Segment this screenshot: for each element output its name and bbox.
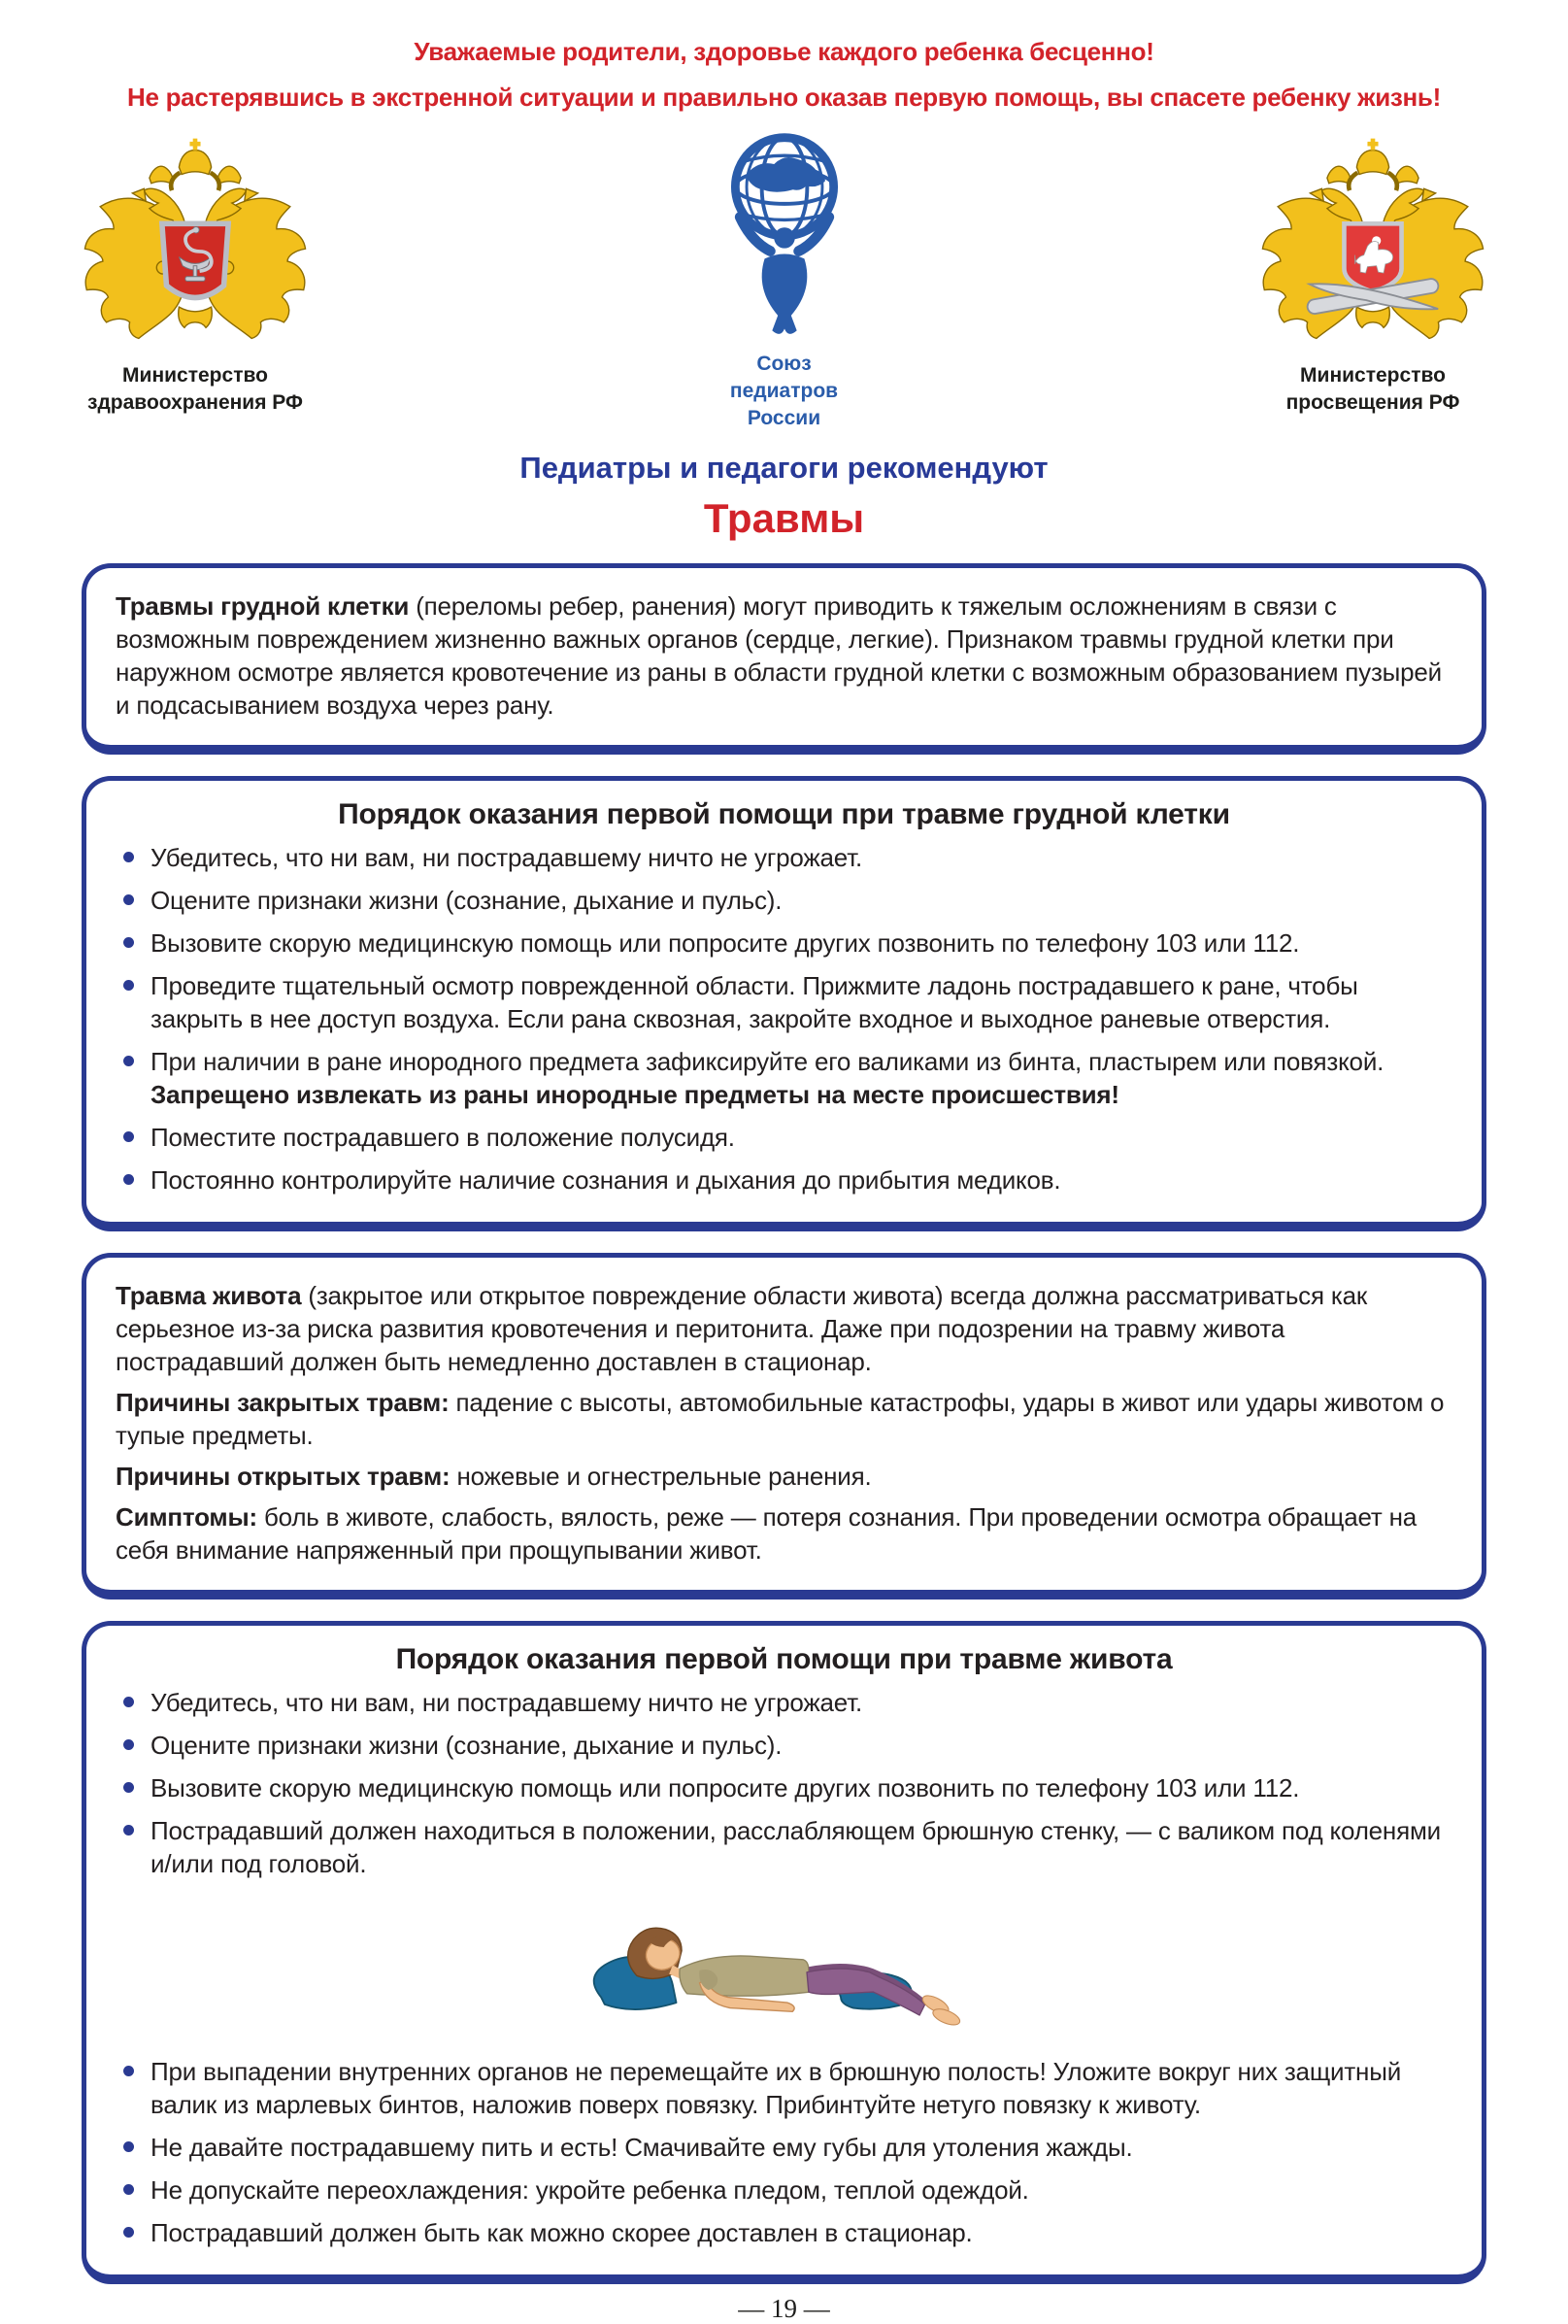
child-lying-position-illustration-icon	[571, 1890, 998, 2038]
logo-education-label-line1: Министерство	[1300, 364, 1446, 387]
logo-pediatric-label-line2: педиатров	[729, 380, 839, 402]
list-item: Вызовите скорую медицинскую помощь или попросите других позвонить по телефону 103 или 112.	[116, 926, 1452, 960]
list-item: Проведите тщательный осмотр поврежденной области. Прижмите ладонь пострадавшего к ране, чтобы закрыть в нее доступ воздуха. Если рана сквозная, закройте входное и выходное раневые отверстия.	[116, 969, 1452, 1035]
logo-pediatric-label	[673, 351, 896, 432]
list-item: Не допускайте переохлаждения: укройте ребенка пледом, теплой одеждой.	[116, 2173, 1452, 2206]
pediatric-union-emblem-icon	[704, 126, 865, 346]
logo-health-ministry	[44, 126, 347, 417]
logo-health-label-line2: здравоохранения РФ	[87, 391, 303, 414]
logo-pediatric-label-line1: Союз	[756, 353, 812, 375]
list-item: Пострадавший должен находиться в положении, расслабляющем брюшную стенку, — с валиком под коленями и/или под головой.	[116, 1814, 1452, 1880]
logo-education-label	[1221, 362, 1524, 417]
list-item: Не давайте пострадавшему пить и есть! Смачивайте ему губы для утоления жажды.	[116, 2131, 1452, 2164]
list-item: Постоянно контролируйте наличие сознания и дыхания до прибытия медиков.	[116, 1163, 1452, 1196]
chest-first-aid-title: Порядок оказания первой помощи при травме грудной клетки	[338, 798, 1230, 830]
logo-education-ministry	[1221, 126, 1524, 417]
list-item: Убедитесь, что ни вам, ни пострадавшему ничто не угрожает.	[116, 1686, 1452, 1719]
logo-health-label-line1: Министерство	[122, 364, 268, 387]
list-item: Вызовите скорую медицинскую помощь или попросите других позвонить по телефону 103 или 112.	[116, 1771, 1452, 1804]
chest-injury-text: (переломы ребер, ранения) могут приводить к тяжелым осложнениям в связи с возможным повреждением жизненно важных органов (сердце, легкие). Признаком травмы грудной клетки при наружном осмотре является кровотечение из раны в области грудной клетки с возможным образованием пузырей и подсасыванием воздуха через рану.	[116, 591, 1442, 720]
chest-injury-paragraph	[116, 589, 1452, 722]
page-number: — 19 —	[738, 2294, 830, 2323]
logo-health-label	[44, 362, 347, 417]
lying-position-illustration	[116, 1890, 1452, 2045]
chest-injury-lead: Травмы грудной клетки	[116, 591, 410, 621]
header-line-2: Не растерявшись в экстренной ситуации и правильно оказав первую помощь, вы спасете ребенку жизнь!	[127, 83, 1441, 112]
education-ministry-emblem-icon	[1256, 126, 1489, 352]
health-ministry-emblem-icon	[79, 126, 312, 352]
abdomen-paragraph: Симптомы: боль в животе, слабость, вялость, реже — потеря сознания. При проведении осмотра обращает на себя внимание напряженный при прощупывании живот.	[116, 1502, 1418, 1565]
page-title: Травмы	[703, 495, 865, 541]
header-line-1: Уважаемые родители, здоровье каждого ребенка бесценно!	[414, 37, 1154, 66]
info-box-chest-injury	[82, 563, 1486, 755]
chest-first-aid-list	[116, 841, 1452, 1196]
first-aid-box-chest	[82, 776, 1486, 1231]
list-item: Поместите пострадавшего в положение полусидя.	[116, 1121, 1452, 1154]
logo-education-label-line2: просвещения РФ	[1285, 391, 1460, 414]
header	[0, 0, 1568, 113]
abdomen-first-aid-list-top	[116, 1686, 1452, 1880]
logos-row	[0, 126, 1568, 449]
logo-pediatric-union	[673, 126, 896, 432]
abdomen-first-aid-list-bottom	[116, 2055, 1452, 2249]
first-aid-box-abdomen	[82, 1621, 1486, 2284]
abdomen-first-aid-title: Порядок оказания первой помощи при травме живота	[395, 1643, 1173, 1675]
list-item: При наличии в ране инородного предмета зафиксируйте его валиками из бинта, пластырем или повязкой. Запрещено извлекать из раны инородные предметы на месте происшествия!	[116, 1045, 1452, 1111]
abdomen-paragraph: Причины открытых травм: ножевые и огнестрельные ранения.	[116, 1462, 872, 1491]
list-item: При выпадении внутренних органов не перемещайте их в брюшную полость! Уложите вокруг них защитный валик из марлевых бинтов, наложив поверх повязку. Прибинтуйте нетуго повязку к животу.	[116, 2055, 1452, 2121]
abdomen-paragraph: Причины закрытых травм: падение с высоты, автомобильные катастрофы, удары в живот или удары животом о тупые предметы.	[116, 1388, 1445, 1450]
list-item: Оцените признаки жизни (сознание, дыхание и пульс).	[116, 884, 1452, 917]
abdomen-paragraph: Травма живота (закрытое или открытое повреждение области живота) всегда должна рассматриваться как серьезное из-за риска развития кровотечения и перитонита. Даже при подозрении на травму живота пострадавший должен быть немедленно доставлен в стационар.	[116, 1281, 1368, 1376]
recommend-title: Педиатры и педагоги рекомендуют	[519, 451, 1049, 485]
logo-pediatric-label-line3: России	[747, 407, 821, 429]
list-item: Убедитесь, что ни вам, ни пострадавшему ничто не угрожает.	[116, 841, 1452, 874]
list-item: Оцените признаки жизни (сознание, дыхание и пульс).	[116, 1729, 1452, 1762]
list-item: Пострадавший должен быть как можно скорее доставлен в стационар.	[116, 2216, 1452, 2249]
info-box-abdomen-injury	[82, 1253, 1486, 1600]
